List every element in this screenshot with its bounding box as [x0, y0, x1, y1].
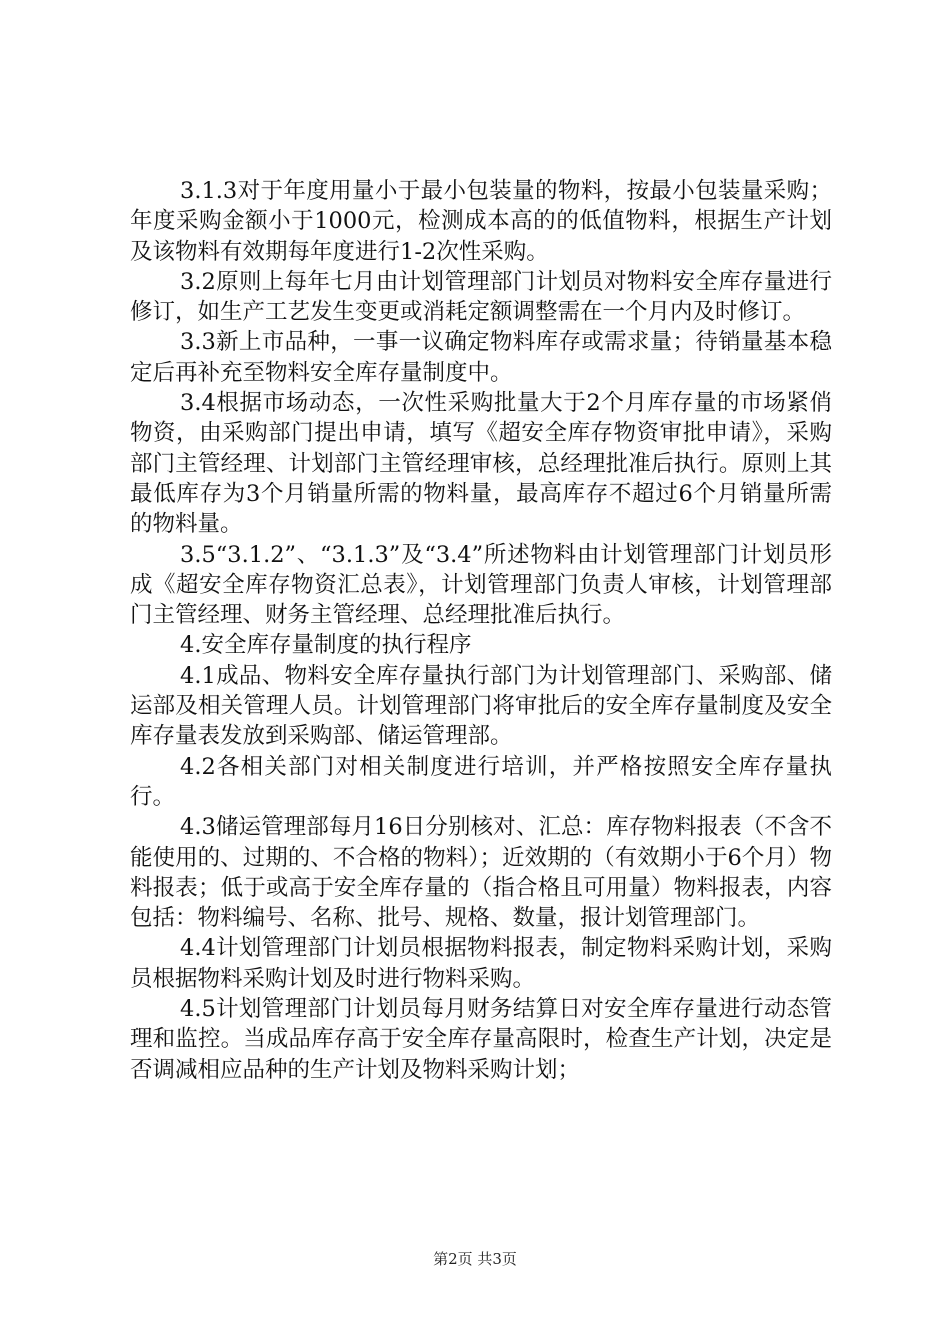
section-heading-4: 4.安全库存量制度的执行程序: [180, 632, 472, 659]
paragraph-3-5: 3.5“3.1.2”、“3.1.3”及“3.4”所述物料由计划管理部门计划员形成《超安全库存物资汇总表》，计划管理部门负责人审核，计划管理部门主管经理、财务主管经理、总经理批准后执行。: [130, 541, 832, 629]
page-number-footer: 第2页 共3页: [433, 1250, 517, 1268]
paragraph-3-4: 3.4根据市场动态，一次性采购批量大于2个月库存量的市场紧俏物资，由采购部门提出申请，填写《超安全库存物资审批申请》，采购部门主管经理、计划部门主管经理审核，总经理批准后执行。原则上其最低库存为3个月销量所需的物料量，最高库存不超过6个月销量所需的物料量。: [130, 390, 832, 538]
paragraph-4-2: 4.2各相关部门对相关制度进行培训，并严格按照安全库存量执行。: [130, 753, 832, 810]
document-body: [130, 176, 832, 1085]
paragraph-3-1-3: 3.1.3对于年度用量小于最小包装量的物料，按最小包装量采购；年度采购金额小于1000元，检测成本高的的低值物料，根据生产计划及该物料有效期每年度进行1-2次性采购。: [130, 178, 832, 265]
paragraph-4-5: 4.5计划管理部门计划员每月财务结算日对安全库存量进行动态管理和监控。当成品库存高于安全库存量高限时，检查生产计划，决定是否调减相应品种的生产计划及物料采购计划；: [130, 996, 832, 1083]
paragraph-4-1: 4.1成品、物料安全库存量执行部门为计划管理部门、采购部、储运部及相关管理人员。计划管理部门将审批后的安全库存量制度及安全库存量表发放到采购部、储运管理部。: [130, 662, 832, 750]
paragraph-4-4: 4.4计划管理部门计划员根据物料报表，制定物料采购计划，采购员根据物料采购计划及时进行物料采购。: [130, 935, 832, 992]
paragraph-3-2: 3.2原则上每年七月由计划管理部门计划员对物料安全库存量进行修订，如生产工艺发生变更或消耗定额调整需在一个月内及时修订。: [130, 268, 832, 326]
paragraph-3-3: 3.3新上市品种，一事一议确定物料库存或需求量；待销量基本稳定后再补充至物料安全库存量制度中。: [130, 329, 832, 386]
paragraph-4-3: 4.3储运管理部每月16日分别核对、汇总：库存物料报表（不含不能使用的、过期的、不合格的物料）；近效期的（有效期小于6个月）物料报表；低于或高于安全库存量的（指合格且可用量）物料报表，内容包括：物料编号、名称、批号、规格、数量，报计划管理部门。: [130, 814, 832, 932]
